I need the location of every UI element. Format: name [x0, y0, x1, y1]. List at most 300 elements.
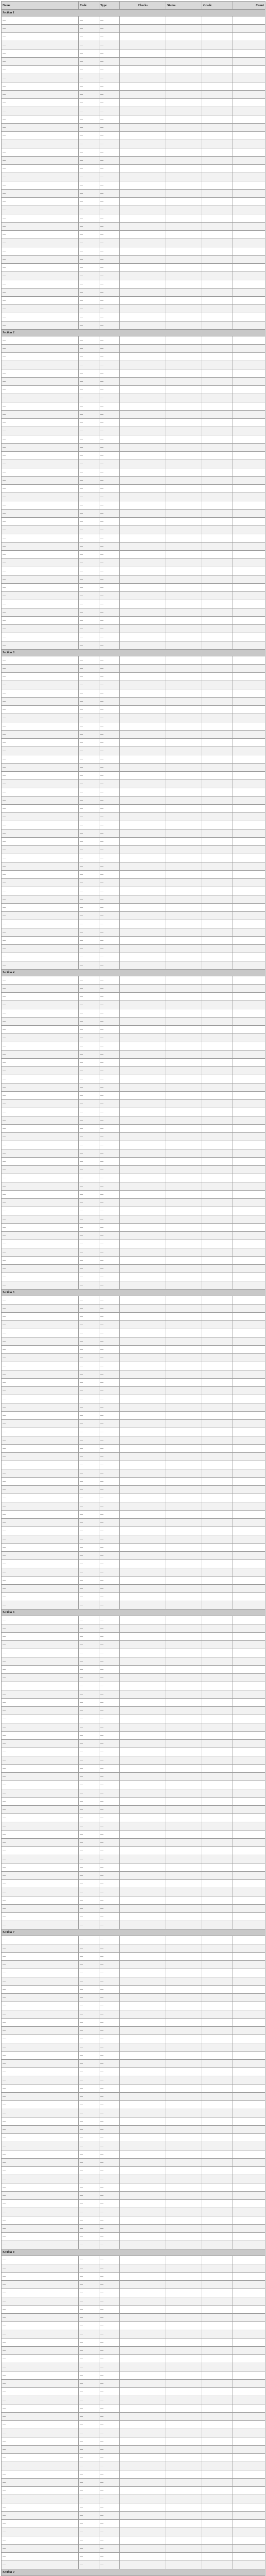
- cell-type: —: [99, 58, 120, 66]
- cell-checks: [120, 2134, 166, 2142]
- cell-grade: [202, 2421, 233, 2429]
- cell-grade: [202, 722, 233, 731]
- cell-code: —: [79, 1018, 99, 1026]
- table-row: [2, 1125, 265, 1133]
- table-row: [2, 369, 265, 378]
- cell-count: [233, 2553, 265, 2561]
- cell-type: —: [99, 1133, 120, 1141]
- cell-status: [166, 731, 202, 739]
- cell-status: [166, 1674, 202, 1682]
- table-row: [2, 1601, 265, 1609]
- cell-checks: [120, 239, 166, 247]
- section-heading: Section 6: [2, 1609, 265, 1616]
- cell-grade: [202, 1042, 233, 1050]
- cell-count: [233, 1166, 265, 1174]
- cell-name: —: [2, 656, 79, 665]
- cell-name: —: [2, 1723, 79, 1732]
- cell-code: —: [79, 1560, 99, 1568]
- table-row: [2, 2019, 265, 2027]
- cell-checks: [120, 1059, 166, 1067]
- cell-status: [166, 369, 202, 378]
- cell-checks: [120, 91, 166, 99]
- cell-count: [233, 1880, 265, 1888]
- table-row: [2, 124, 265, 132]
- cell-count: [233, 214, 265, 223]
- cell-grade: [202, 321, 233, 330]
- cell-grade: [202, 1354, 233, 1362]
- cell-count: [233, 1888, 265, 1896]
- cell-code: —: [79, 1649, 99, 1657]
- cell-checks: [120, 895, 166, 904]
- cell-code: —: [79, 1519, 99, 1527]
- cell-grade: [202, 2060, 233, 2068]
- cell-status: [166, 879, 202, 887]
- cell-checks: [120, 1486, 166, 1494]
- cell-name: —: [2, 846, 79, 854]
- cell-name: —: [2, 115, 79, 124]
- cell-grade: [202, 2225, 233, 2233]
- cell-count: [233, 2142, 265, 2150]
- table-row: [2, 2561, 265, 2569]
- cell-type: —: [99, 2076, 120, 2084]
- cell-code: —: [79, 2347, 99, 2355]
- cell-name: —: [2, 1896, 79, 1905]
- cell-count: [233, 2363, 265, 2371]
- cell-grade: [202, 411, 233, 419]
- cell-grade: [202, 1855, 233, 1863]
- cell-code: —: [79, 41, 99, 49]
- cell-checks: [120, 993, 166, 1001]
- cell-code: —: [79, 2306, 99, 2314]
- cell-status: [166, 1042, 202, 1050]
- cell-grade: [202, 1986, 233, 1994]
- cell-grade: [202, 1913, 233, 1921]
- cell-status: [166, 1067, 202, 1075]
- section-heading: Section 8: [2, 2249, 265, 2256]
- cell-status: [166, 1009, 202, 1018]
- cell-checks: [120, 2330, 166, 2338]
- cell-status: [166, 1050, 202, 1059]
- cell-grade: [202, 477, 233, 485]
- cell-count: [233, 1690, 265, 1699]
- cell-name: —: [2, 165, 79, 173]
- cell-code: —: [79, 2167, 99, 2175]
- cell-grade: [202, 2545, 233, 2553]
- cell-code: —: [79, 854, 99, 862]
- cell-code: —: [79, 2142, 99, 2150]
- cell-grade: [202, 1108, 233, 1116]
- cell-checks: [120, 386, 166, 394]
- cell-name: —: [2, 2035, 79, 2043]
- cell-grade: [202, 256, 233, 264]
- cell-checks: [120, 2101, 166, 2109]
- cell-name: —: [2, 567, 79, 575]
- cell-grade: [202, 1682, 233, 1690]
- cell-grade: [202, 796, 233, 805]
- table-row: [2, 2404, 265, 2413]
- cell-grade: [202, 1765, 233, 1773]
- cell-code: —: [79, 369, 99, 378]
- cell-name: —: [2, 772, 79, 780]
- cell-count: [233, 1469, 265, 1478]
- cell-status: [166, 223, 202, 231]
- cell-code: —: [79, 2446, 99, 2454]
- cell-checks: [120, 369, 166, 378]
- cell-type: —: [99, 2216, 120, 2225]
- cell-checks: [120, 551, 166, 559]
- cell-name: —: [2, 25, 79, 33]
- cell-grade: [202, 689, 233, 698]
- cell-status: [166, 1641, 202, 1649]
- cell-type: —: [99, 1009, 120, 1018]
- cell-grade: [202, 887, 233, 895]
- cell-name: —: [2, 402, 79, 411]
- cell-code: —: [79, 592, 99, 600]
- table-row: [2, 1354, 265, 1362]
- table-row: [2, 2216, 265, 2225]
- cell-status: [166, 985, 202, 993]
- table-row: [2, 912, 265, 920]
- cell-status: [166, 58, 202, 66]
- cell-code: —: [79, 780, 99, 788]
- cell-name: —: [2, 1649, 79, 1657]
- cell-type: —: [99, 2233, 120, 2241]
- cell-type: —: [99, 2175, 120, 2183]
- cell-checks: [120, 1789, 166, 1798]
- cell-grade: [202, 231, 233, 239]
- cell-checks: [120, 2084, 166, 2093]
- cell-name: —: [2, 1715, 79, 1723]
- cell-grade: [202, 1577, 233, 1585]
- table-row: [2, 2109, 265, 2117]
- cell-name: —: [2, 1428, 79, 1436]
- cell-name: —: [2, 1191, 79, 1199]
- cell-type: —: [99, 2330, 120, 2338]
- cell-grade: [202, 2126, 233, 2134]
- cell-code: —: [79, 264, 99, 272]
- cell-name: —: [2, 501, 79, 510]
- table-row: [2, 1806, 265, 1814]
- cell-code: —: [79, 1969, 99, 1977]
- cell-grade: [202, 2363, 233, 2371]
- section-heading: Section 9: [2, 2569, 265, 2576]
- cell-grade: [202, 510, 233, 518]
- cell-code: —: [79, 336, 99, 345]
- cell-code: —: [79, 280, 99, 289]
- table-row: [2, 2126, 265, 2134]
- cell-code: —: [79, 2314, 99, 2322]
- cell-status: [166, 1059, 202, 1067]
- table-row: [2, 731, 265, 739]
- cell-name: —: [2, 2208, 79, 2216]
- cell-count: [233, 2536, 265, 2545]
- cell-grade: [202, 1511, 233, 1519]
- cell-name: —: [2, 256, 79, 264]
- cell-name: —: [2, 2338, 79, 2347]
- cell-name: —: [2, 223, 79, 231]
- cell-name: —: [2, 755, 79, 764]
- cell-grade: [202, 2289, 233, 2297]
- table-row: [2, 1321, 265, 1329]
- cell-checks: [120, 305, 166, 313]
- cell-count: [233, 1519, 265, 1527]
- cell-count: [233, 264, 265, 272]
- cell-count: [233, 2289, 265, 2297]
- cell-grade: [202, 600, 233, 608]
- cell-type: —: [99, 297, 120, 305]
- cell-grade: [202, 1370, 233, 1379]
- cell-code: —: [79, 689, 99, 698]
- cell-status: [166, 1346, 202, 1354]
- cell-name: —: [2, 1756, 79, 1765]
- cell-name: —: [2, 1379, 79, 1387]
- cell-checks: [120, 1961, 166, 1969]
- cell-type: —: [99, 1149, 120, 1158]
- cell-checks: [120, 1585, 166, 1593]
- cell-type: —: [99, 2413, 120, 2421]
- cell-checks: [120, 813, 166, 821]
- cell-count: [233, 1560, 265, 1568]
- cell-count: [233, 1936, 265, 1944]
- cell-type: —: [99, 264, 120, 272]
- cell-grade: [202, 2035, 233, 2043]
- cell-count: [233, 2043, 265, 2052]
- cell-checks: [120, 1009, 166, 1018]
- cell-grade: [202, 1961, 233, 1969]
- cell-type: —: [99, 937, 120, 945]
- cell-grade: [202, 1436, 233, 1445]
- cell-checks: [120, 321, 166, 330]
- cell-name: —: [2, 1370, 79, 1379]
- cell-status: [166, 485, 202, 493]
- cell-code: —: [79, 1257, 99, 1265]
- table-row: [2, 871, 265, 879]
- table-row: [2, 1273, 265, 1281]
- cell-name: —: [2, 1141, 79, 1149]
- cell-checks: [120, 74, 166, 82]
- table-row: [2, 345, 265, 353]
- cell-status: [166, 633, 202, 641]
- cell-status: [166, 402, 202, 411]
- cell-status: [166, 2043, 202, 2052]
- cell-count: [233, 1337, 265, 1346]
- table-row: [2, 313, 265, 321]
- table-row: [2, 1781, 265, 1789]
- cell-name: —: [2, 2512, 79, 2520]
- cell-type: —: [99, 411, 120, 419]
- cell-status: [166, 107, 202, 115]
- section-heading-row: [2, 1609, 265, 1616]
- cell-checks: [120, 846, 166, 854]
- table-row: [2, 1281, 265, 1290]
- cell-count: [233, 2470, 265, 2479]
- cell-name: —: [2, 1601, 79, 1609]
- table-row: [2, 427, 265, 435]
- cell-grade: [202, 2454, 233, 2462]
- cell-checks: [120, 633, 166, 641]
- cell-grade: [202, 74, 233, 82]
- cell-status: [166, 1362, 202, 1370]
- cell-status: [166, 1699, 202, 1707]
- cell-name: —: [2, 1798, 79, 1806]
- column-header-count: Count: [233, 2, 265, 10]
- cell-count: [233, 1994, 265, 2002]
- table-row: [2, 2225, 265, 2233]
- cell-code: —: [79, 559, 99, 567]
- cell-type: —: [99, 2462, 120, 2470]
- table-row: [2, 107, 265, 115]
- cell-status: [166, 1149, 202, 1158]
- cell-checks: [120, 223, 166, 231]
- cell-name: —: [2, 1977, 79, 1986]
- cell-name: —: [2, 1265, 79, 1273]
- table-row: [2, 1839, 265, 1847]
- table-row: [2, 214, 265, 223]
- cell-count: [233, 2060, 265, 2068]
- cell-checks: [120, 706, 166, 714]
- cell-name: —: [2, 584, 79, 592]
- cell-status: [166, 444, 202, 452]
- cell-code: —: [79, 829, 99, 838]
- cell-code: —: [79, 361, 99, 369]
- cell-status: [166, 1469, 202, 1478]
- cell-checks: [120, 1108, 166, 1116]
- cell-grade: [202, 937, 233, 945]
- cell-type: —: [99, 501, 120, 510]
- cell-code: —: [79, 2208, 99, 2216]
- cell-name: —: [2, 198, 79, 206]
- cell-status: [166, 206, 202, 214]
- cell-code: —: [79, 2553, 99, 2561]
- cell-type: —: [99, 2117, 120, 2126]
- cell-type: —: [99, 214, 120, 223]
- cell-status: [166, 846, 202, 854]
- cell-type: —: [99, 378, 120, 386]
- table-row: [2, 2487, 265, 2495]
- cell-code: —: [79, 247, 99, 256]
- cell-code: —: [79, 698, 99, 706]
- cell-status: [166, 1502, 202, 1511]
- cell-checks: [120, 1248, 166, 1257]
- cell-name: —: [2, 2363, 79, 2371]
- table-row: [2, 1199, 265, 1207]
- cell-grade: [202, 2330, 233, 2338]
- cell-type: —: [99, 780, 120, 788]
- section-heading: Section 1: [2, 10, 265, 16]
- cell-count: [233, 2462, 265, 2470]
- cell-count: [233, 2545, 265, 2553]
- cell-type: —: [99, 402, 120, 411]
- cell-grade: [202, 1723, 233, 1732]
- cell-type: —: [99, 2528, 120, 2536]
- cell-name: —: [2, 321, 79, 330]
- cell-type: —: [99, 1585, 120, 1593]
- cell-name: —: [2, 1304, 79, 1313]
- cell-type: —: [99, 305, 120, 313]
- cell-type: —: [99, 1880, 120, 1888]
- table-row: [2, 584, 265, 592]
- cell-count: [233, 289, 265, 297]
- cell-grade: [202, 854, 233, 862]
- cell-name: —: [2, 1535, 79, 1544]
- cell-code: —: [79, 468, 99, 477]
- table-row: [2, 1141, 265, 1149]
- table-row: [2, 239, 265, 247]
- table-row: [2, 780, 265, 788]
- cell-count: [233, 829, 265, 838]
- cell-code: —: [79, 1657, 99, 1666]
- cell-grade: [202, 641, 233, 650]
- cell-name: —: [2, 2561, 79, 2569]
- cell-code: —: [79, 132, 99, 140]
- cell-grade: [202, 99, 233, 107]
- cell-checks: [120, 584, 166, 592]
- cell-status: [166, 1961, 202, 1969]
- cell-name: —: [2, 1436, 79, 1445]
- cell-type: —: [99, 805, 120, 813]
- cell-status: [166, 2338, 202, 2347]
- cell-status: [166, 1527, 202, 1535]
- cell-name: —: [2, 1585, 79, 1593]
- cell-grade: [202, 1018, 233, 1026]
- cell-grade: [202, 1050, 233, 1059]
- table-row: [2, 1986, 265, 1994]
- cell-status: [166, 2273, 202, 2281]
- cell-type: —: [99, 1403, 120, 1412]
- cell-grade: [202, 780, 233, 788]
- cell-type: —: [99, 41, 120, 49]
- cell-count: [233, 673, 265, 681]
- cell-status: [166, 722, 202, 731]
- cell-code: —: [79, 1666, 99, 1674]
- cell-type: —: [99, 862, 120, 871]
- cell-type: —: [99, 1436, 120, 1445]
- cell-code: —: [79, 485, 99, 493]
- cell-status: [166, 411, 202, 419]
- cell-code: —: [79, 148, 99, 157]
- cell-checks: [120, 1420, 166, 1428]
- table-row: [2, 625, 265, 633]
- cell-status: [166, 173, 202, 181]
- cell-type: —: [99, 976, 120, 985]
- cell-code: —: [79, 2200, 99, 2208]
- cell-grade: [202, 1527, 233, 1535]
- cell-checks: [120, 124, 166, 132]
- cell-count: [233, 1116, 265, 1125]
- cell-name: —: [2, 452, 79, 460]
- cell-status: [166, 2200, 202, 2208]
- cell-code: —: [79, 58, 99, 66]
- cell-name: —: [2, 247, 79, 256]
- cell-count: [233, 1050, 265, 1059]
- cell-code: —: [79, 534, 99, 543]
- cell-checks: [120, 1707, 166, 1715]
- cell-type: —: [99, 2027, 120, 2035]
- cell-grade: [202, 1166, 233, 1174]
- table-row: [2, 1969, 265, 1977]
- cell-count: [233, 1412, 265, 1420]
- cell-name: —: [2, 1699, 79, 1707]
- table-row: [2, 2495, 265, 2503]
- cell-count: [233, 1969, 265, 1977]
- cell-checks: [120, 411, 166, 419]
- cell-checks: [120, 543, 166, 551]
- cell-checks: [120, 1354, 166, 1362]
- cell-grade: [202, 1059, 233, 1067]
- cell-count: [233, 953, 265, 961]
- table-row: [2, 1240, 265, 1248]
- cell-checks: [120, 617, 166, 625]
